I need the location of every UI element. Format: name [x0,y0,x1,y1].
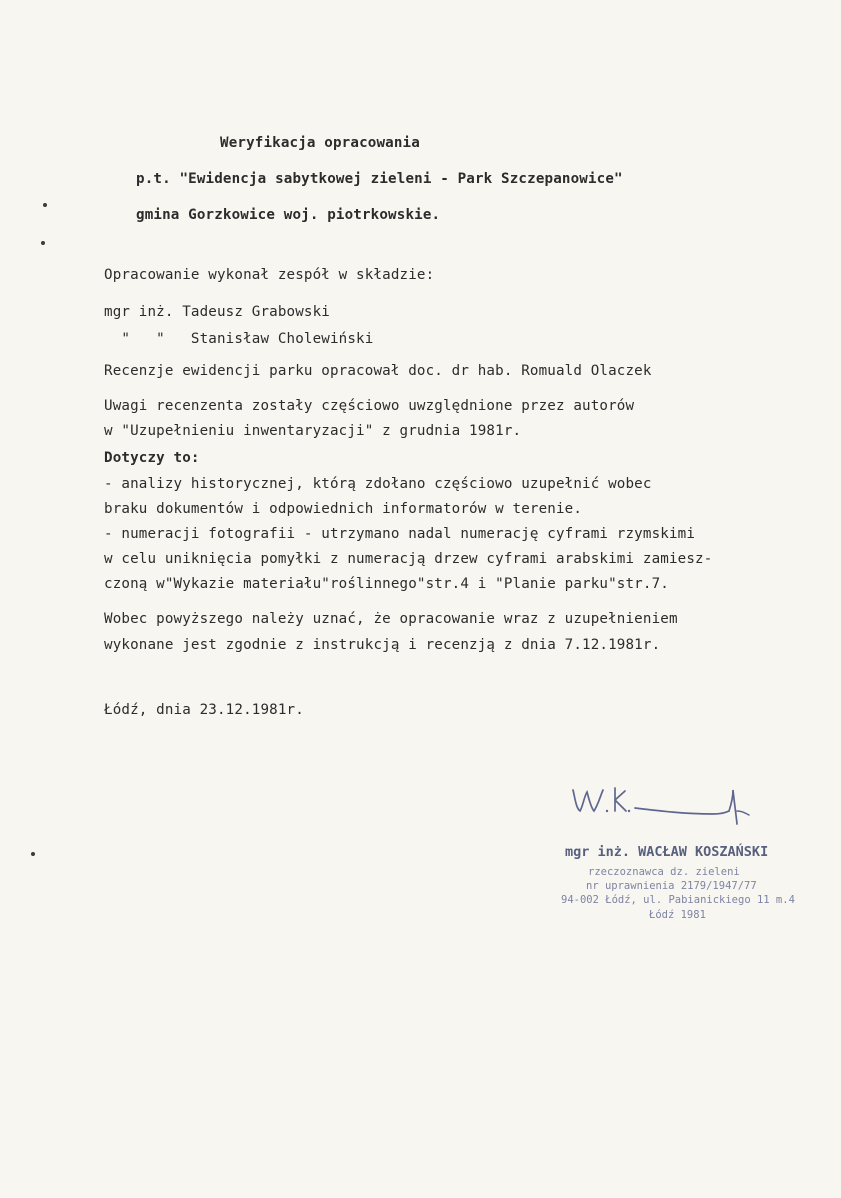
document-title: Weryfikacja opracowania [220,135,420,151]
team-intro: Opracowanie wykonał zespół w składzie: [104,267,435,283]
concern-1-line-2: braku dokumentów i odpowiednich informatorów w terenie. [104,501,583,517]
concern-2-line-3: czoną w"Wykazie materiału"roślinnego"str.4 i "Planie parku"str.7. [104,576,669,592]
team-member-1: mgr inż. Tadeusz Grabowski [104,304,330,320]
stamp-line-3: 94-002 Łódź, ul. Pabianickiego 11 m.4 [561,894,795,906]
document-subtitle-line-2: gmina Gorzkowice woj. piotrkowskie. [136,207,441,223]
remarks-line-1: Uwagi recenzenta zostały częściowo uwzględnione przez autorów [104,398,635,414]
team-member-2: " " Stanisław Cholewiński [104,331,374,347]
punch-hole-mark-bottom [31,852,35,856]
handwritten-signature [565,780,775,840]
conclusion-line-1: Wobec powyższego należy uznać, że opracowanie wraz z uzupełnieniem [104,611,678,627]
stamp-line-4: Łódź 1981 [649,909,706,921]
concern-1-line-1: - analizy historycznej, którą zdołano częściowo uzupełnić wobec [104,476,652,492]
document-subtitle-line-1: p.t. "Ewidencja sabytkowej zieleni - Park Szczepanowice" [136,171,623,187]
concern-2-line-2: w celu uniknięcia pomyłki z numeracją drzew cyframi arabskimi zamiesz- [104,551,713,567]
stamp-line-1: rzeczoznawca dz. zieleni [588,866,740,878]
conclusion-line-2: wykonane jest zgodnie z instrukcją i recenzją z dnia 7.12.1981r. [104,637,661,653]
review-line: Recenzje ewidencji parku opracował doc. dr hab. Romuald Olaczek [104,363,652,379]
remarks-line-2: w "Uzupełnieniu inwentaryzacji" z grudnia 1981r. [104,423,522,439]
place-date: Łódź, dnia 23.12.1981r. [104,702,304,718]
stamp-name: mgr inż. WACŁAW KOSZAŃSKI [565,844,769,860]
concern-2-line-1: - numeracji fotografii - utrzymano nadal numerację cyframi rzymskimi [104,526,696,542]
punch-hole-mark-middle [41,241,45,245]
punch-hole-mark-top [43,203,47,207]
stamp-line-2: nr uprawnienia 2179/1947/77 [586,880,757,892]
concerns-label: Dotyczy to: [104,450,200,466]
